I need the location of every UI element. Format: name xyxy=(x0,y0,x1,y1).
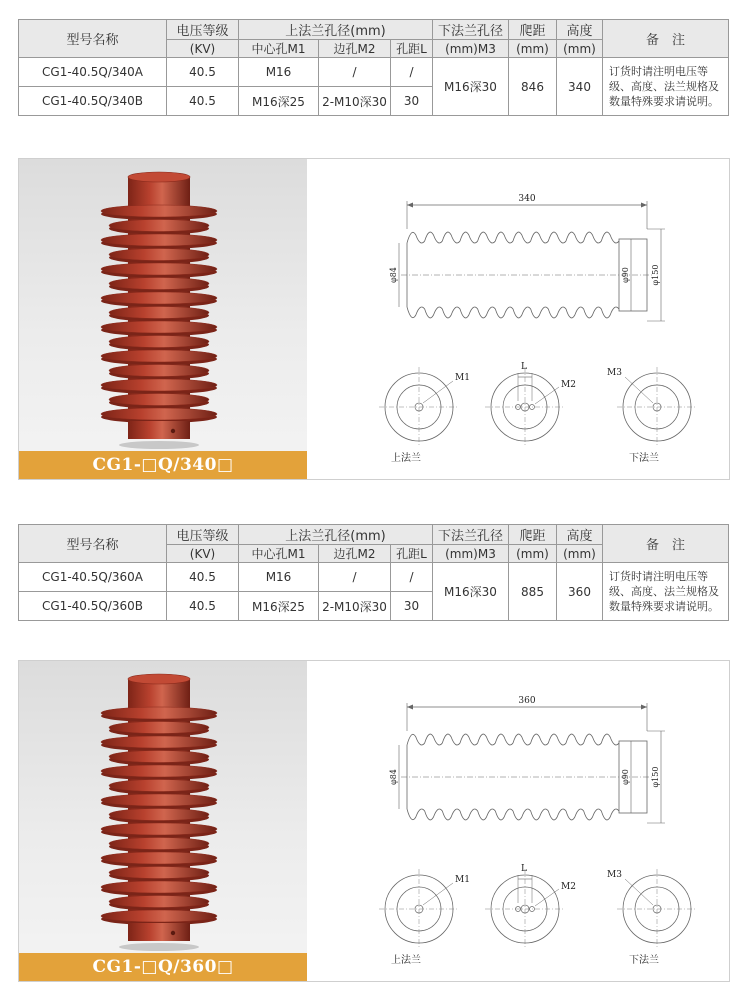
header-model: 型号名称 xyxy=(19,525,167,563)
dia-left-label: φ84 xyxy=(389,769,398,785)
header-voltage: 电压等级 xyxy=(167,525,239,545)
shed xyxy=(109,809,209,821)
header-voltage: 电压等级 xyxy=(167,20,239,40)
header-height: 高度 xyxy=(557,525,603,545)
header-side-hole: 边孔M2 xyxy=(319,40,391,58)
shed xyxy=(101,910,217,922)
bottom-flange xyxy=(128,923,190,941)
m3-label: M3 xyxy=(607,870,622,880)
shed xyxy=(101,263,217,275)
cell-m2: 2-M10深30 xyxy=(319,592,391,621)
m2-label: M2 xyxy=(561,882,576,892)
shed xyxy=(101,292,217,304)
dia-left-label: φ84 xyxy=(389,267,398,283)
shed xyxy=(101,736,217,748)
spec-table-360 xyxy=(18,524,729,621)
l-label: L xyxy=(521,362,527,372)
l-label: L xyxy=(521,864,527,874)
header-center-hole: 中心孔M1 xyxy=(239,545,319,563)
m1-label: M1 xyxy=(455,875,470,885)
shed xyxy=(109,365,209,377)
header-creepage: 爬距 xyxy=(509,525,557,545)
header-height-unit: (mm) xyxy=(557,545,603,563)
header-center-hole: 中心孔M1 xyxy=(239,40,319,58)
shed xyxy=(101,321,217,333)
body-outline-top xyxy=(407,734,619,745)
cell-creepage: 885 xyxy=(509,563,557,621)
bolt-hole xyxy=(171,931,175,935)
m3-leader xyxy=(625,879,653,905)
m3-label: M3 xyxy=(607,368,622,378)
body-outline-top xyxy=(407,232,619,243)
body-outline-bottom xyxy=(407,809,619,820)
header-upper-flange: 上法兰孔径(mm) xyxy=(239,20,433,40)
cell-remark: 订货时请注明电压等级、高度、法兰规格及数量特殊要求请说明。 xyxy=(603,563,729,621)
m1-leader xyxy=(423,381,453,403)
cell-l: 30 xyxy=(391,592,433,621)
m1-leader xyxy=(423,883,453,905)
cell-model: CG1-40.5Q/360B xyxy=(19,592,167,621)
shed xyxy=(101,234,217,246)
shed xyxy=(101,350,217,362)
cell-creepage: 846 xyxy=(509,58,557,116)
model-caption: CG1-□Q/360□ xyxy=(19,953,307,981)
header-upper-flange: 上法兰孔径(mm) xyxy=(239,525,433,545)
cell-l: / xyxy=(391,58,433,87)
dimension-drawing xyxy=(307,159,729,479)
header-height-unit: (mm) xyxy=(557,40,603,58)
top-cap xyxy=(128,172,190,182)
shed xyxy=(109,278,209,290)
shed xyxy=(109,780,209,792)
bottom-flange xyxy=(128,421,190,439)
header-creepage: 爬距 xyxy=(509,20,557,40)
header-lower-flange: 下法兰孔径 xyxy=(433,525,509,545)
cell-m1: M16深25 xyxy=(239,87,319,116)
shed xyxy=(101,707,217,719)
technical-drawing xyxy=(307,661,729,981)
body-outline-bottom xyxy=(407,307,619,318)
shed xyxy=(101,881,217,893)
dia-mid-label: φ90 xyxy=(621,769,630,785)
product-panel-360 xyxy=(18,660,730,982)
cell-voltage: 40.5 xyxy=(167,58,239,87)
shed xyxy=(101,765,217,777)
shed xyxy=(101,379,217,391)
technical-drawing xyxy=(307,159,729,479)
shed xyxy=(109,336,209,348)
shed xyxy=(109,249,209,261)
cell-height: 340 xyxy=(557,58,603,116)
shed xyxy=(101,794,217,806)
cell-m2: / xyxy=(319,563,391,592)
shed xyxy=(109,751,209,763)
m1-label: M1 xyxy=(455,373,470,383)
m3-leader xyxy=(625,377,653,403)
cell-l: / xyxy=(391,563,433,592)
upper-flange-label: 上法兰 xyxy=(391,955,421,966)
header-creepage-unit: (mm) xyxy=(509,40,557,58)
header-model: 型号名称 xyxy=(19,20,167,58)
cell-model: CG1-40.5Q/360A xyxy=(19,563,167,592)
cell-voltage: 40.5 xyxy=(167,87,239,116)
product-photo xyxy=(19,661,307,981)
shed xyxy=(101,205,217,217)
lower-flange-label: 下法兰 xyxy=(629,453,659,464)
m2-label: M2 xyxy=(561,380,576,390)
table-row xyxy=(19,58,729,87)
shed xyxy=(109,722,209,734)
cell-m2: 2-M10深30 xyxy=(319,87,391,116)
header-creepage-unit: (mm) xyxy=(509,545,557,563)
shed xyxy=(101,408,217,420)
cell-l: 30 xyxy=(391,87,433,116)
upper-flange-label: 上法兰 xyxy=(391,453,421,464)
shed xyxy=(109,394,209,406)
cell-voltage: 40.5 xyxy=(167,563,239,592)
lower-flange-label: 下法兰 xyxy=(629,955,659,966)
dimension-drawing xyxy=(307,661,729,981)
insulator-image xyxy=(19,159,307,451)
cell-m2: / xyxy=(319,58,391,87)
model-caption: CG1-□Q/340□ xyxy=(19,451,307,479)
dia-right-label: φ150 xyxy=(651,264,660,286)
cell-m3: M16深30 xyxy=(433,58,509,116)
cell-m1: M16深25 xyxy=(239,592,319,621)
cell-m3: M16深30 xyxy=(433,563,509,621)
length-label: 340 xyxy=(518,194,536,204)
header-remarks: 备 注 xyxy=(603,525,729,563)
length-label: 360 xyxy=(518,696,536,706)
cell-remark: 订货时请注明电压等级、高度、法兰规格及数量特殊要求请说明。 xyxy=(603,58,729,116)
header-voltage-unit: (KV) xyxy=(167,40,239,58)
header-lower-flange-unit: (mm)M3 xyxy=(433,545,509,563)
top-cap xyxy=(128,674,190,684)
spec-table-340 xyxy=(18,19,729,116)
cell-voltage: 40.5 xyxy=(167,592,239,621)
shed xyxy=(109,896,209,908)
header-side-hole: 边孔M2 xyxy=(319,545,391,563)
shadow xyxy=(119,943,199,951)
product-panel-340 xyxy=(18,158,730,480)
bolt-hole xyxy=(171,429,175,433)
header-hole-spacing: 孔距L xyxy=(391,40,433,58)
shed xyxy=(101,852,217,864)
header-height: 高度 xyxy=(557,20,603,40)
insulator-image xyxy=(19,661,307,953)
table-row xyxy=(19,563,729,592)
header-lower-flange: 下法兰孔径 xyxy=(433,20,509,40)
shadow xyxy=(119,441,199,449)
header-hole-spacing: 孔距L xyxy=(391,545,433,563)
cell-model: CG1-40.5Q/340B xyxy=(19,87,167,116)
cell-height: 360 xyxy=(557,563,603,621)
cell-m1: M16 xyxy=(239,563,319,592)
dia-right-label: φ150 xyxy=(651,766,660,788)
cell-model: CG1-40.5Q/340A xyxy=(19,58,167,87)
shed xyxy=(109,867,209,879)
product-photo xyxy=(19,159,307,479)
shed xyxy=(109,838,209,850)
cell-m1: M16 xyxy=(239,58,319,87)
header-lower-flange-unit: (mm)M3 xyxy=(433,40,509,58)
header-voltage-unit: (KV) xyxy=(167,545,239,563)
header-remarks: 备 注 xyxy=(603,20,729,58)
dia-mid-label: φ90 xyxy=(621,267,630,283)
shed xyxy=(109,307,209,319)
shed xyxy=(109,220,209,232)
shed xyxy=(101,823,217,835)
